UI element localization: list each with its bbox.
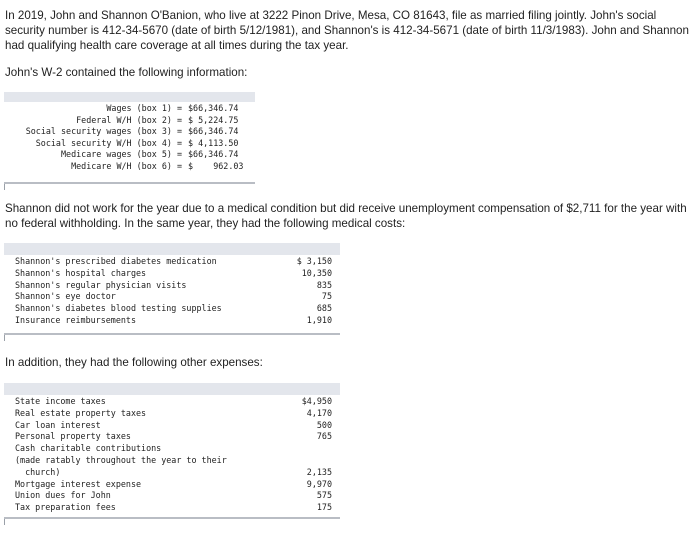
other-row: Cash charitable contributions <box>15 443 162 454</box>
w2-row: Social security wages (box 3) = $66,346.74 <box>25 126 239 137</box>
other-row: (made ratably throughout the year to their <box>15 454 227 465</box>
other-row: Real estate property taxes 4,170 <box>15 407 332 418</box>
medical-table-bottom-rule <box>4 333 340 335</box>
other-expenses-intro-text: In addition, they had the following other expenses: <box>5 356 263 369</box>
other-row: Tax preparation fees 175 <box>15 502 332 513</box>
other-row: church) 2,135 <box>15 466 332 477</box>
medical-row: Shannon's regular physician visits 835 <box>15 279 332 290</box>
medical-row: Shannon's diabetes blood testing supplies 685 <box>15 303 332 314</box>
w2-table-corner-mark <box>4 184 5 190</box>
other-table-header-bar <box>4 383 340 395</box>
w2-row: Federal W/H (box 2) = $ 5,224.75 <box>76 114 239 125</box>
w2-row: Medicare W/H (box 6) = $ 962.03 <box>71 160 244 171</box>
w2-table <box>4 92 255 184</box>
other-row: Mortgage interest expense 9,970 <box>15 478 332 489</box>
medical-row: Insurance reimbursements 1,910 <box>15 314 332 325</box>
other-row: Car loan interest 500 <box>15 419 332 430</box>
medical-row: Shannon's eye doctor 75 <box>15 291 332 302</box>
other-table-bottom-rule <box>4 517 340 519</box>
medical-row: Shannon's hospital charges 10,350 <box>15 267 332 278</box>
other-row: State income taxes $4,950 <box>15 396 332 406</box>
medical-table-header-bar <box>4 243 340 255</box>
w2-row: Medicare wages (box 5) = $66,346.74 <box>60 149 239 160</box>
w2-table-bottom-rule <box>4 182 255 184</box>
intro-paragraph: In 2019, John and Shannon O'Banion, who live at 3222 Pinon Drive, Mesa, CO 81643, file as married filing jointly. John's social security number is 412-34-5670 (date of birth 5/12/1981), and Shannon's is 412-34-5671 (date of birth 11/3/1983). John and Shannon had qualifying health care coverage at all times during the tax year. <box>5 9 689 52</box>
other-table-corner-mark <box>4 519 5 525</box>
w2-table-header-bar <box>4 92 255 102</box>
other-row: Union dues for John 575 <box>15 490 332 501</box>
medical-row: Shannon's prescribed diabetes medication $ 3,150 <box>15 256 332 266</box>
w2-row: Wages (box 1) = $66,346.74 <box>106 103 239 113</box>
medical-intro-text: Shannon did not work for the year due to a medical condition but did receive unemployment compensation of $2,711 for the year with no federal withholding. In the same year, they had the following medical costs: <box>5 202 687 230</box>
other-row: Personal property taxes 765 <box>15 431 332 442</box>
w2-row: Social security W/H (box 4) = $ 4,113.50 <box>35 137 239 148</box>
w2-intro-text: John's W-2 contained the following information: <box>5 66 248 79</box>
medical-costs-table <box>4 243 340 335</box>
medical-table-corner-mark <box>4 335 5 341</box>
other-expenses-table <box>4 383 340 521</box>
